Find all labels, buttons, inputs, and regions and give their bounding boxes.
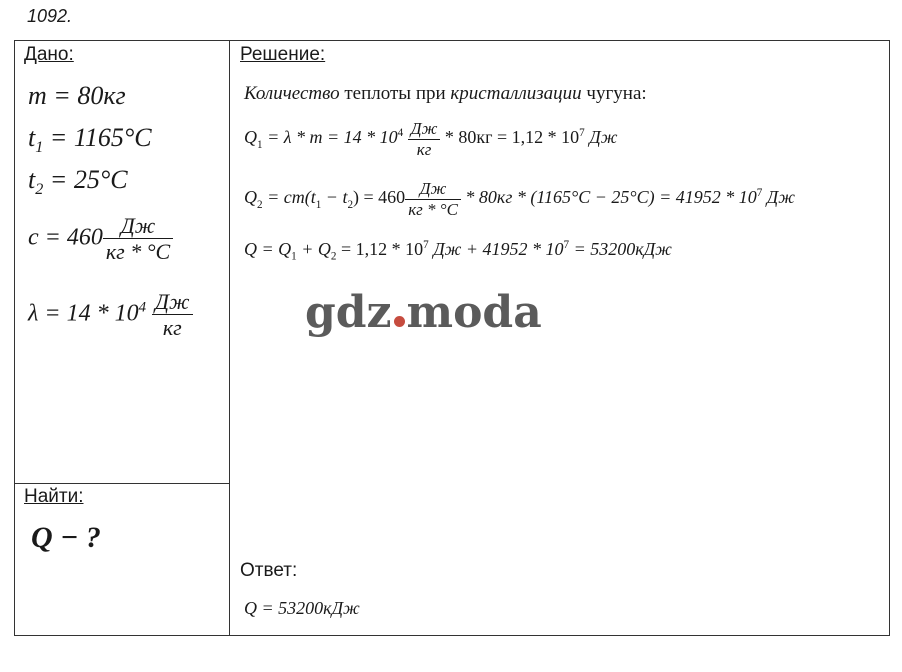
answer-value: Q = 53200кДж <box>244 598 360 618</box>
q1-right-b: Дж <box>584 127 618 148</box>
intro-word3: кристаллизации <box>450 83 582 104</box>
watermark-dot <box>394 316 405 327</box>
intro-word4: чугуна: <box>581 83 647 104</box>
lambda-fraction-den: кг <box>162 315 182 341</box>
q2-left: Q <box>244 187 257 208</box>
equation-q2 <box>244 179 795 219</box>
t2-symbol: t <box>28 165 36 194</box>
t1-value: = 1165°C <box>43 123 152 152</box>
given-t1 <box>28 123 152 157</box>
equation-q-total <box>244 239 672 263</box>
q-right-c: = 53200кДж <box>569 239 672 259</box>
q-sub2: 2 <box>330 250 337 263</box>
intro-word1: Количество <box>244 83 340 104</box>
q1-left: Q <box>244 127 257 148</box>
c-fraction-num: Дж <box>103 213 173 239</box>
q-right-exp2: 7 <box>563 239 570 251</box>
q2-right-a: * 80кг * (1165°C − 25°C) = 41952 * 10 <box>460 187 757 208</box>
given-lambda <box>28 289 193 341</box>
given-heat-capacity <box>28 213 173 265</box>
c-fraction-den: кг * °C <box>105 239 171 265</box>
q2-mid-sub2: 2 <box>347 198 354 211</box>
c-left: c = 460 <box>28 224 103 251</box>
q1-right-exp: 7 <box>579 127 585 140</box>
watermark-logo <box>305 287 542 338</box>
find-heading: Найти: <box>24 486 84 507</box>
q2-sub: 2 <box>257 198 263 211</box>
q2-right-b: Дж <box>762 187 795 208</box>
q1-sub: 1 <box>257 138 263 151</box>
find-divider <box>15 483 230 484</box>
q-right-exp1: 7 <box>423 239 429 251</box>
q2-mid-c: ) = 460 <box>353 187 406 208</box>
q2-right-exp: 7 <box>756 187 763 200</box>
solution-intro <box>244 83 647 105</box>
equation-q1 <box>244 119 617 159</box>
q2-mid-b: − t <box>321 187 348 208</box>
q2-mid-a: = cm(t <box>262 187 316 208</box>
q2-fraction-den: кг * °C <box>408 199 458 219</box>
given-heading: Дано: <box>24 44 74 65</box>
watermark-part2: moda <box>406 287 542 338</box>
given-mass: m = 80кг <box>28 81 126 110</box>
solution-heading: Решение: <box>240 44 326 65</box>
q-sub1: 1 <box>291 250 297 263</box>
given-t2 <box>28 165 128 199</box>
watermark-part1: gdz <box>305 287 392 338</box>
find-value: Q − ? <box>31 521 101 554</box>
q1-fraction-num: Дж <box>408 119 441 140</box>
problem-number: 1092. <box>27 6 73 26</box>
q1-right-a: * 80кг = 1,12 * 10 <box>440 127 580 148</box>
t2-sub: 2 <box>35 181 44 199</box>
t1-sub: 1 <box>35 139 44 157</box>
lambda-exp: 4 <box>138 299 147 316</box>
q1-fraction-den: кг <box>416 139 432 159</box>
q1-mid: = λ * m = 14 * 10 <box>262 127 398 148</box>
q-mid: + Q <box>296 239 331 259</box>
lambda-fraction-num: Дж <box>152 289 192 315</box>
intro-word2: теплоты при <box>339 83 451 104</box>
q-right-a: = 1,12 * 10 <box>336 239 424 259</box>
q2-fraction-num: Дж <box>405 179 461 200</box>
q2-mid-sub1: 1 <box>315 198 322 211</box>
q1-exp: 4 <box>397 127 404 140</box>
t2-value: = 25°C <box>43 165 128 194</box>
answer-heading: Ответ: <box>240 560 298 581</box>
q-right-b: Дж + 41952 * 10 <box>428 239 564 259</box>
t1-symbol: t <box>28 123 36 152</box>
q-left: Q = Q <box>244 239 292 259</box>
solution-table <box>14 40 890 636</box>
lambda-left: λ = 14 * 10 <box>28 300 139 327</box>
